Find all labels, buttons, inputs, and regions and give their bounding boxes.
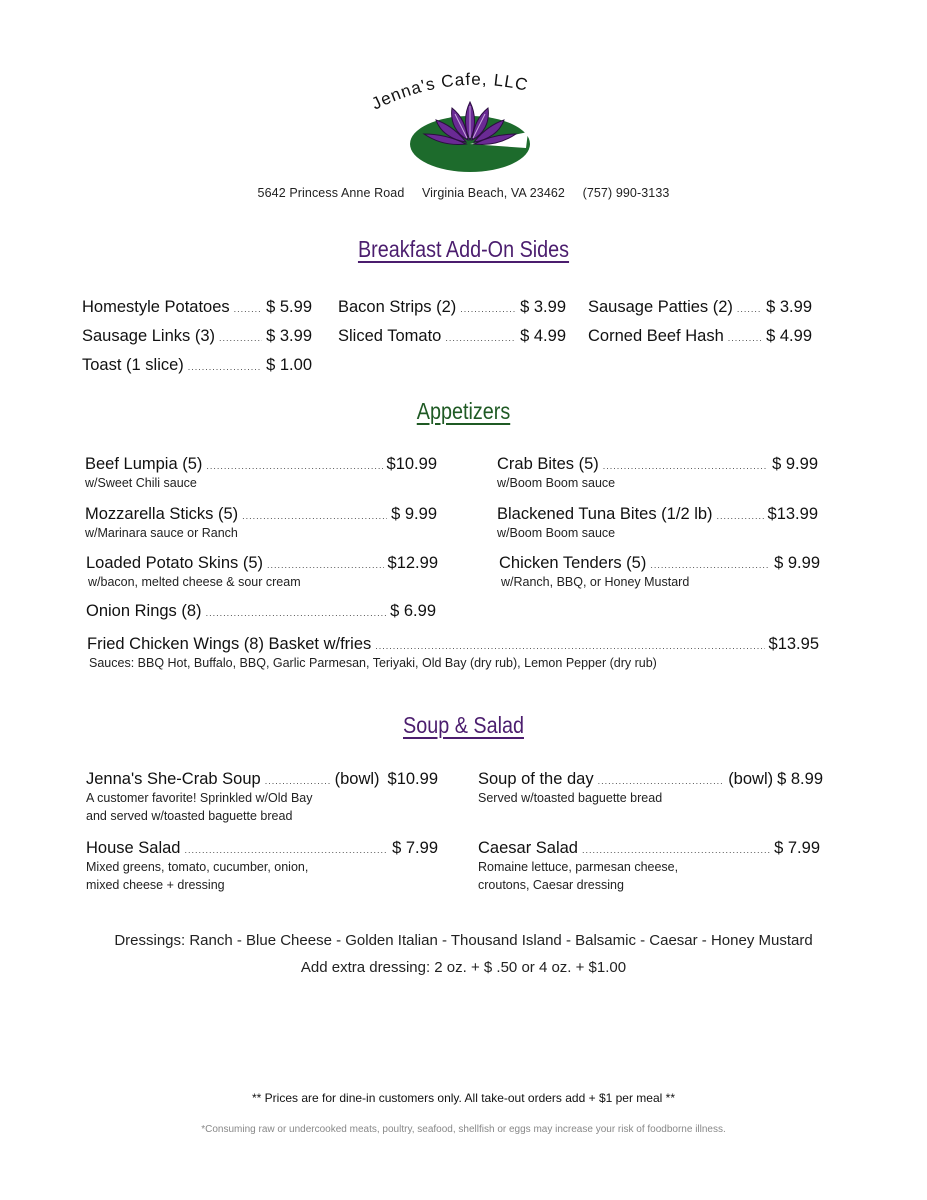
item-price: $ 3.99 (266, 327, 312, 345)
item-name: Homestyle Potatoes (82, 298, 230, 316)
item-description: w/Boom Boom sauce (497, 526, 616, 540)
item-price: $ 8.99 (777, 770, 823, 788)
leader-dots (184, 845, 388, 855)
leader-dots (267, 560, 384, 570)
menu-item (478, 839, 820, 894)
menu-item (497, 455, 818, 492)
menu-item (478, 770, 823, 807)
item-description: w/Boom Boom sauce (497, 476, 616, 490)
item-description: Sauces: BBQ Hot, Buffalo, BBQ, Garlic Parmesan, Teriyaki, Old Bay (dry rub), Lemon Pepper (dry rub) (89, 656, 657, 670)
menu-item (86, 602, 436, 621)
dressings-list: Dressings: Ranch - Blue Cheese - Golden Italian - Thousand Island - Balsamic - Caesar - Honey Mustard (114, 932, 813, 949)
item-name: Onion Rings (8) (86, 602, 202, 620)
leader-dots (445, 333, 516, 343)
menu-item (588, 327, 812, 346)
item-description: w/bacon, melted cheese & sour cream (88, 575, 301, 589)
leader-dots (598, 776, 725, 786)
breakfast-section-title: Breakfast Add-On Sides (357, 236, 570, 262)
item-price: $13.95 (768, 635, 819, 653)
item-name: Jenna's She-Crab Soup (86, 770, 261, 788)
item-price: $ 9.99 (774, 554, 820, 572)
menu-item (82, 298, 312, 317)
menu-item (338, 298, 566, 317)
lotus-logo-icon (408, 92, 538, 174)
item-size: (bowl) (334, 770, 380, 788)
item-name: Sausage Links (3) (82, 327, 215, 345)
leader-dots (728, 333, 762, 343)
leader-dots (650, 560, 770, 570)
item-name: Toast (1 slice) (82, 356, 184, 374)
menu-item (82, 356, 312, 375)
leader-dots (737, 304, 762, 314)
city-address: Virginia Beach, VA 23462 (421, 186, 565, 200)
leader-dots (603, 461, 768, 471)
item-description: w/Marinara sauce or Ranch (85, 526, 238, 540)
item-description: and served w/toasted baguette bread (86, 809, 293, 823)
item-price: $ 1.00 (266, 356, 312, 374)
leader-dots (206, 461, 382, 471)
leader-dots (242, 511, 387, 521)
item-price: $10.99 (387, 770, 438, 788)
item-name: Caesar Salad (478, 839, 578, 857)
item-price: $ 7.99 (392, 839, 438, 857)
extra-dressing-note: Add extra dressing: 2 oz. + $ .50 or 4 oz. + $1.00 (300, 959, 627, 976)
item-description: w/Ranch, BBQ, or Honey Mustard (501, 575, 690, 589)
appetizers-section-title: Appetizers (416, 398, 511, 424)
item-price: $ 7.99 (774, 839, 820, 857)
menu-item (338, 327, 566, 346)
item-price: $13.99 (767, 505, 818, 523)
menu-item (86, 839, 438, 894)
item-price: $12.99 (387, 554, 438, 572)
menu-item (588, 298, 812, 317)
leader-dots (188, 362, 262, 372)
item-size: (bowl) (728, 770, 774, 788)
item-name: Beef Lumpia (5) (85, 455, 203, 473)
item-description: croutons, Caesar dressing (478, 878, 624, 892)
menu-item (497, 505, 818, 542)
menu-item (499, 554, 820, 591)
phone-number: (757) 990-3133 (582, 186, 670, 200)
food-safety-disclaimer: *Consuming raw or undercooked meats, poultry, seafood, shellfish or eggs may increase your risk of foodborne illness. (201, 1124, 726, 1135)
address-line (0, 186, 927, 200)
item-price: $10.99 (386, 455, 437, 473)
menu-item (87, 635, 819, 672)
leader-dots (265, 776, 331, 786)
item-name: Crab Bites (5) (497, 455, 599, 473)
menu-item (82, 327, 312, 346)
leader-dots (717, 511, 764, 521)
street-address: 5642 Princess Anne Road (257, 186, 405, 200)
item-name: Bacon Strips (2) (338, 298, 457, 316)
menu-item (85, 505, 437, 542)
menu-item (86, 554, 438, 591)
item-price: $ 9.99 (391, 505, 437, 523)
item-description: Mixed greens, tomato, cucumber, onion, (86, 860, 309, 874)
item-price: $ 5.99 (266, 298, 312, 316)
leader-dots (234, 304, 262, 314)
leader-dots (375, 641, 764, 651)
item-description: A customer favorite! Sprinkled w/Old Bay (86, 791, 313, 805)
item-name: House Salad (86, 839, 181, 857)
item-description: mixed cheese + dressing (86, 878, 225, 892)
brand-name: Jenna's Cafe, LLC (368, 69, 531, 114)
leader-dots (460, 304, 516, 314)
item-price: $ 6.99 (390, 602, 436, 620)
item-name: Soup of the day (478, 770, 594, 788)
leader-dots (582, 845, 770, 855)
item-price: $ 9.99 (772, 455, 818, 473)
menu-item (86, 770, 438, 825)
soup-salad-section-title: Soup & Salad (403, 712, 524, 738)
item-price: $ 3.99 (766, 298, 812, 316)
item-name: Blackened Tuna Bites (1/2 lb) (497, 505, 713, 523)
leader-dots (206, 608, 387, 618)
leader-dots (219, 333, 262, 343)
item-price: $ 4.99 (766, 327, 812, 345)
item-description: Romaine lettuce, parmesan cheese, (478, 860, 679, 874)
item-name: Corned Beef Hash (588, 327, 724, 345)
item-name: Sausage Patties (2) (588, 298, 733, 316)
dine-in-price-note: ** Prices are for dine-in customers only. All take-out orders add + $1 per meal ** (252, 1091, 675, 1105)
item-price: $ 3.99 (520, 298, 566, 316)
item-name: Mozzarella Sticks (5) (85, 505, 239, 523)
item-name: Fried Chicken Wings (8) Basket w/fries (87, 635, 372, 653)
menu-item (85, 455, 437, 492)
item-description: Served w/toasted baguette bread (478, 791, 663, 805)
item-price: $ 4.99 (520, 327, 566, 345)
item-name: Loaded Potato Skins (5) (86, 554, 264, 572)
item-description: w/Sweet Chili sauce (85, 476, 197, 490)
item-name: Chicken Tenders (5) (499, 554, 647, 572)
item-name: Sliced Tomato (338, 327, 442, 345)
